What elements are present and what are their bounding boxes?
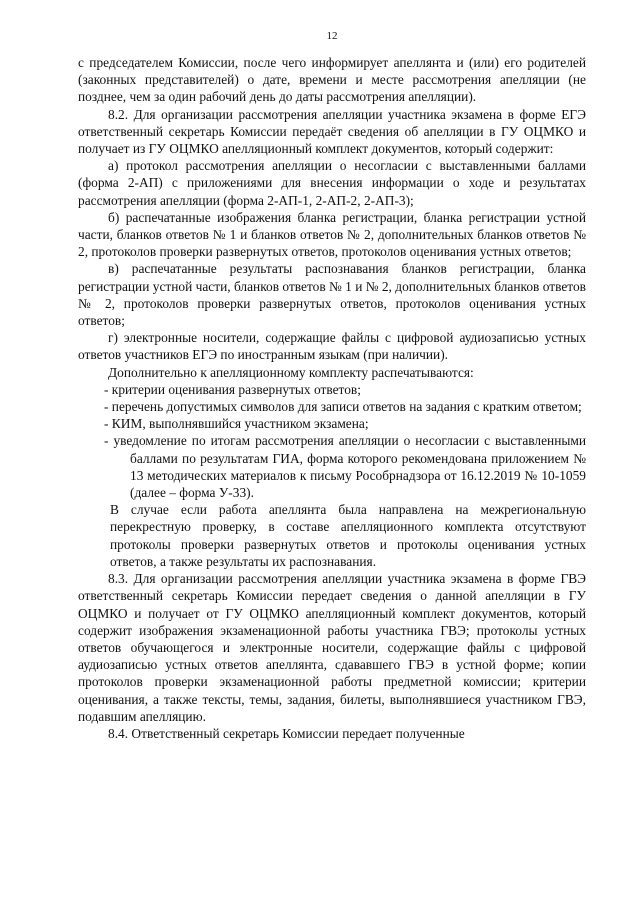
bullet-kim: - КИМ, выполнявшийся участником экзамена;	[104, 416, 369, 432]
page-number: 12	[326, 30, 338, 42]
list-item-b: б) распечатанные изображения бланка регистрации, бланка регистрации устной части, бланков ответов № 1 и бланков ответов № 2, дополнительных бланков ответов № 2, протоколов проверки развернутых ответов, протоколов оценивания устных ответов;	[78, 209, 586, 260]
list-item-v: в) распечатанные результаты распознавания бланков регистрации, бланка регистрации устной части, бланков ответов № 1 и № 2, дополнительных бланков ответов № 2, протоколов проверки развернутых ответов, протоколов оценивания устных ответов;	[78, 261, 586, 329]
paragraph-additional: Дополнительно к апелляционному комплекту распечатываются:	[108, 364, 474, 380]
paragraph-8-3: 8.3. Для организации рассмотрения апелляции участника экзамена в форме ГВЭ ответственный секретарь Комиссии передает сведения о данной апелляции в ГУ ОЦМКО и получает от ГУ ОЦМКО апелляционный комплект документов, который содержит изображения экзаменационной работы участника ГВЭ; протоколы устных ответов обучающегося и электронные носители, содержащие файлы с цифровой аудиозаписью устных ответов апеллянта, сдававшего ГВЭ в устной форме; копии протоколов проверки экзаменационной работы предметной комиссии; критерии оценивания, а также тексты, темы, задания, билеты, выполнявшиеся участником ГВЭ, подавшим апелляцию.	[78, 571, 586, 724]
bullet-symbols: - перечень допустимых символов для записи ответов на задания с кратким ответом;	[104, 399, 582, 415]
bullet-criteria: - критерии оценивания развернутых ответов;	[104, 381, 361, 397]
bullet-notification: - уведомление по итогам рассмотрения апелляции о несогласии с выставленными баллами по результатам ГИА, форма которого рекомендована приложением № 13 методических материалов к письму Рособрнадзора от 16.12.2019 № 10-1059 (далее – форма У-33).	[104, 433, 586, 501]
paragraph-8-4: 8.4. Ответственный секретарь Комиссии передает полученные	[108, 725, 465, 741]
paragraph-continuation: с председателем Комиссии, после чего информирует апеллянта и (или) его родителей (законных представителей) о дате, времени и месте рассмотрения апелляции (не позднее, чем за один рабочий день до даты рассмотрения апелляции).	[78, 55, 586, 105]
paragraph-cross-check: В случае если работа апеллянта была направлена на межрегиональную перекрестную проверку, в составе апелляционного комплекта отсутствуют протоколы проверки развернутых ответов и протоколы оценивания устных ответов, а также результаты их распознавания.	[110, 502, 586, 569]
list-item-g: г) электронные носители, содержащие файлы с цифровой аудиозаписью устных ответов участников ЕГЭ по иностранным языкам (при наличии).	[78, 330, 586, 363]
list-item-a: а) протокол рассмотрения апелляции о несогласии с выставленными баллами (форма 2-АП) с приложениями для внесения информации о ходе и результатах рассмотрения апелляции (форма 2-АП-1, 2-АП-2, 2-АП-3);	[78, 158, 586, 208]
paragraph-8-2: 8.2. Для организации рассмотрения апелляции участника экзамена в форме ЕГЭ ответственный секретарь Комиссии передаёт сведения об апелляции в ГУ ОЦМКО и получает из ГУ ОЦМКО апелляционный комплект документов, который содержит:	[78, 106, 586, 157]
